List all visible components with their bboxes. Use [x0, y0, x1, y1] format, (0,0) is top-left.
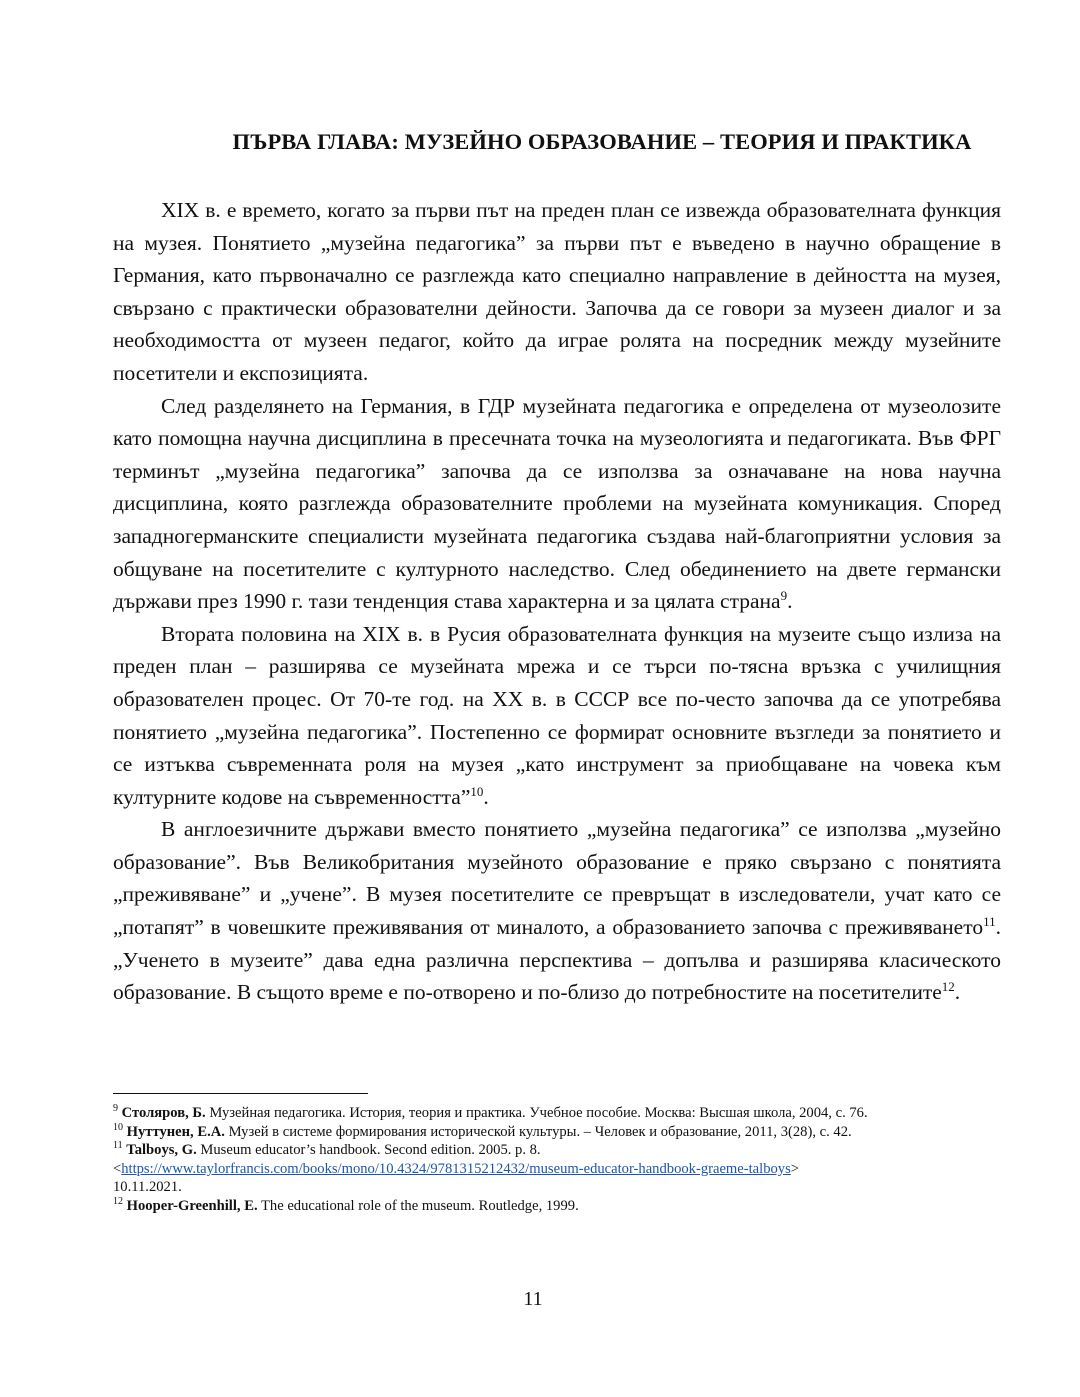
- paragraph-text-continued: . „Ученето в музеите” дава една различна перспектива – допълва и разширява класическото образование. В същото време е по-отворено и по-близо до потребностите на посетителите: [113, 915, 1001, 1005]
- paragraph: [113, 618, 1001, 814]
- footnote-ref[interactable]: 9: [780, 587, 788, 603]
- footnotes: [113, 1104, 1001, 1216]
- footnote-author: Talboys, G.: [126, 1142, 197, 1159]
- footnote-number: 11: [113, 1140, 123, 1152]
- footnote: [113, 1197, 1001, 1216]
- footnote: [113, 1141, 1001, 1197]
- paragraph: [113, 813, 1001, 1009]
- footnote-author: Столяров, Б.: [121, 1105, 206, 1121]
- paragraph: [113, 194, 1001, 390]
- page-number: 11: [523, 1288, 543, 1310]
- footnote-text: Музейная педагогика. История, теория и практика. Учебное пособие. Москва: Высшая школа, 2004, с. 76.: [205, 1105, 868, 1121]
- paragraph-text: XIX в. е времето, когато за първи път на преден план се извежда образователната функция на музея. Понятието „музейна педагогика” за първи път е въведено в научно обращение в Германия, като първоначално се разглежда като специално направление в дейността на музея, свързано с практически образователни дейности. Започва да се говори за музеен диалог и за необходимостта от музеен педагог, който да играе ролята на посредник между музейните посетители и експозицията.: [113, 198, 1001, 385]
- footnote-link[interactable]: https://www.taylorfrancis.com/books/mono/10.4324/9781315212432/museum-educator-handbook-graeme-talboys: [121, 1160, 791, 1177]
- footnote-author: Нуттунен, Е.А.: [126, 1123, 225, 1140]
- paragraph-tail: .: [483, 784, 489, 809]
- body-text: [113, 194, 1001, 1009]
- footnote-text: Museum educator’s handbook. Second edition. 2005. p. 8.: [196, 1142, 541, 1159]
- link-bracket-open: <: [113, 1160, 122, 1177]
- footnote-number: 10: [113, 1121, 123, 1133]
- footnote-ref[interactable]: 12: [941, 979, 955, 995]
- paragraph-tail: .: [954, 980, 961, 1005]
- footnote-ref[interactable]: 11: [983, 913, 996, 929]
- footnote-number: 9: [113, 1103, 118, 1115]
- footnote-author: Hooper-Greenhill, E.: [126, 1197, 258, 1214]
- paragraph-text: След разделянето на Германия, в ГДР музейната педагогика е определена от музеолозите като помощна научна дисциплина в пресечната точка на музеологията и педагогиката. Във ФРГ терминът „музейна педагогика” започва да се използва за означаване на нова научна дисциплина, която разглежда образователните проблеми на музейната комуникация. Според западногерманските специалисти музейната педагогика създава най-благоприятни условия за общуване на посетителите с културното наследство. След обединението на двете германски държави през 1990 г. тази тенденция става характерна и за цялата страна: [113, 393, 1001, 614]
- link-bracket-close: >: [790, 1160, 800, 1177]
- footnote: [113, 1123, 1001, 1142]
- paragraph-text: В англоезичните държави вместо понятието „музейна педагогика” се използва „музейно образование”. Във Великобритания музейното образование е пряко свързано с понятията „преживяване” и „учене”. В музея посетителите се превръщат в изследователи, учат като се „потапят” в човешките преживявания от миналото, а образованието започва с преживяването: [113, 817, 1001, 940]
- paragraph: [113, 390, 1001, 618]
- footnote-text: Музей в системе формирования исторической культуры. – Человек и образование, 2011, 3(28), с. 42.: [224, 1123, 852, 1140]
- footnote-text: The educational role of the museum. Routledge, 1999.: [257, 1197, 579, 1214]
- footnote: [113, 1104, 1001, 1123]
- paragraph-text: Втората половина на XIX в. в Русия образователната функция на музеите също излиза на преден план – разширява се музейната мрежа и се търси по-тясна връзка с училищния образователен процес. От 70-те год. на XX в. в СССР все по-често започва да се употребява понятието „музейна педагогика”. Постепенно се формират основните възгледи за понятието и се изтъква съвременната роля на музея „като инструмент за приобщаване на човека към културните кодове на съвременността”: [113, 621, 1001, 809]
- footnote-ref[interactable]: 10: [470, 783, 484, 799]
- footnote-separator: [113, 1093, 368, 1094]
- footnote-number: 12: [113, 1196, 123, 1208]
- footnote-access-date: 10.11.2021.: [113, 1179, 182, 1196]
- chapter-title: ПЪРВА ГЛАВА: МУЗЕЙНО ОБРАЗОВАНИЕ – ТЕОРИЯ И ПРАКТИКА: [232, 129, 972, 154]
- paragraph-tail: .: [787, 589, 793, 614]
